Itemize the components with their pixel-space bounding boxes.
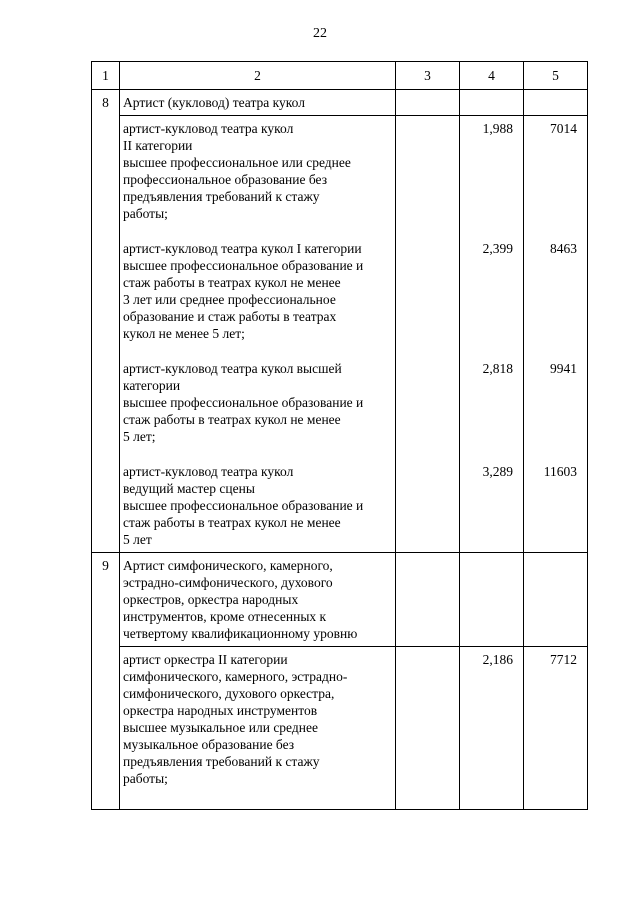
group-9-body-row: [92, 647, 588, 810]
header-col-2: 2: [120, 62, 396, 90]
text-line: 3 лет или среднее профессиональное: [123, 292, 336, 307]
header-col-4: 4: [460, 62, 524, 90]
text-line: ведущий мастер сцены: [123, 481, 255, 496]
group-8-title-row: [92, 90, 588, 116]
group-8-entry-1: [123, 120, 392, 222]
text-line: предъявления требований к стажу: [123, 189, 320, 204]
text-line: артист-кукловод театра кукол I категории: [123, 241, 362, 256]
empty-cell: [396, 90, 460, 116]
text-line: оркестра народных инструментов: [123, 703, 318, 718]
text-line: работы;: [123, 771, 168, 786]
group-9-coefficient-1: 2,186: [482, 652, 513, 667]
text-line: артист-кукловод театра кукол высшей: [123, 361, 342, 376]
group-8-title: Артист (кукловод) театра кукол: [120, 90, 396, 116]
group-9-subrows: [120, 647, 396, 810]
page-number: 22: [313, 26, 327, 41]
group-8-salary-3: 9941: [550, 361, 577, 376]
group-9-entry-1: [123, 651, 392, 787]
text-line: высшее профессиональное образование и: [123, 395, 364, 410]
empty-cell: [460, 90, 524, 116]
header-col-3: 3: [396, 62, 460, 90]
group-9-salary-1: 7712: [550, 652, 577, 667]
empty-cell: [524, 90, 588, 116]
text-line: стаж работы в театрах кукол не менее: [123, 412, 341, 427]
text-line: высшее профессиональное образование и: [123, 258, 364, 273]
text-line: высшее музыкальное или среднее: [123, 720, 318, 735]
text-line: музыкальное образование без: [123, 737, 295, 752]
group-9-col5: [524, 647, 588, 810]
group-8-entry-4: [123, 463, 392, 548]
group-8-entry-3: [123, 360, 392, 445]
text-line: II категории: [123, 138, 193, 153]
group-8-salary-2: 8463: [550, 241, 577, 256]
text-line: эстрадно-симфонического, духового: [123, 575, 333, 590]
group-8-text-block: [123, 120, 392, 548]
text-line: профессиональное образование без: [123, 172, 328, 187]
group-9-text-block: [123, 651, 392, 787]
group-8-salary-4: 11603: [543, 464, 577, 479]
group-8-coefficient-3: 2,818: [482, 361, 513, 376]
empty-cell: [524, 553, 588, 647]
text-line: стаж работы в театрах кукол не менее: [123, 275, 341, 290]
group-8-body-row: [92, 116, 588, 553]
group-8-number: 8: [92, 90, 120, 553]
group-9-col4: [460, 647, 524, 810]
header-col-5: 5: [524, 62, 588, 90]
text-line: образование и стаж работы в театрах: [123, 309, 337, 324]
group-9-number: 9: [92, 553, 120, 810]
text-line: стаж работы в театрах кукол не менее: [123, 515, 341, 530]
table-header-row: [92, 62, 588, 90]
group-8-coefficient-1: 1,988: [482, 121, 513, 136]
text-line: симфонического, духового оркестра,: [123, 686, 335, 701]
text-line: Артист симфонического, камерного,: [123, 558, 333, 573]
group-8-subrows: [120, 116, 396, 553]
text-line: четвертому квалификационному уровню: [123, 626, 358, 641]
empty-cell: [396, 647, 460, 810]
group-8-col4: [460, 116, 524, 553]
text-line: инструментов, кроме отнесенных к: [123, 609, 327, 624]
group-8-entry-2: [123, 240, 392, 342]
group-8-coefficient-4: 3,289: [482, 464, 513, 479]
empty-cell: [396, 116, 460, 553]
text-line: высшее профессиональное или среднее: [123, 155, 351, 170]
text-line: 5 лет: [123, 532, 152, 547]
text-line: кукол не менее 5 лет;: [123, 326, 245, 341]
empty-cell: [396, 553, 460, 647]
group-9-title: [120, 553, 396, 647]
text-line: оркестров, оркестра народных: [123, 592, 299, 607]
group-8-salary-1: 7014: [550, 121, 577, 136]
text-line: категории: [123, 378, 181, 393]
empty-cell: [460, 553, 524, 647]
text-line: предъявления требований к стажу: [123, 754, 320, 769]
group-8-col5: [524, 116, 588, 553]
text-line: симфонического, камерного, эстрадно-: [123, 669, 348, 684]
header-col-1: 1: [92, 62, 120, 90]
text-line: высшее профессиональное образование и: [123, 498, 364, 513]
text-line: 5 лет;: [123, 429, 156, 444]
text-line: артист оркестра II категории: [123, 652, 288, 667]
group-8-coefficient-2: 2,399: [482, 241, 513, 256]
qualification-table: [91, 61, 588, 810]
text-line: артист-кукловод театра кукол: [123, 464, 294, 479]
text-line: работы;: [123, 206, 168, 221]
group-9-title-row: [92, 553, 588, 647]
text-line: артист-кукловод театра кукол: [123, 121, 294, 136]
